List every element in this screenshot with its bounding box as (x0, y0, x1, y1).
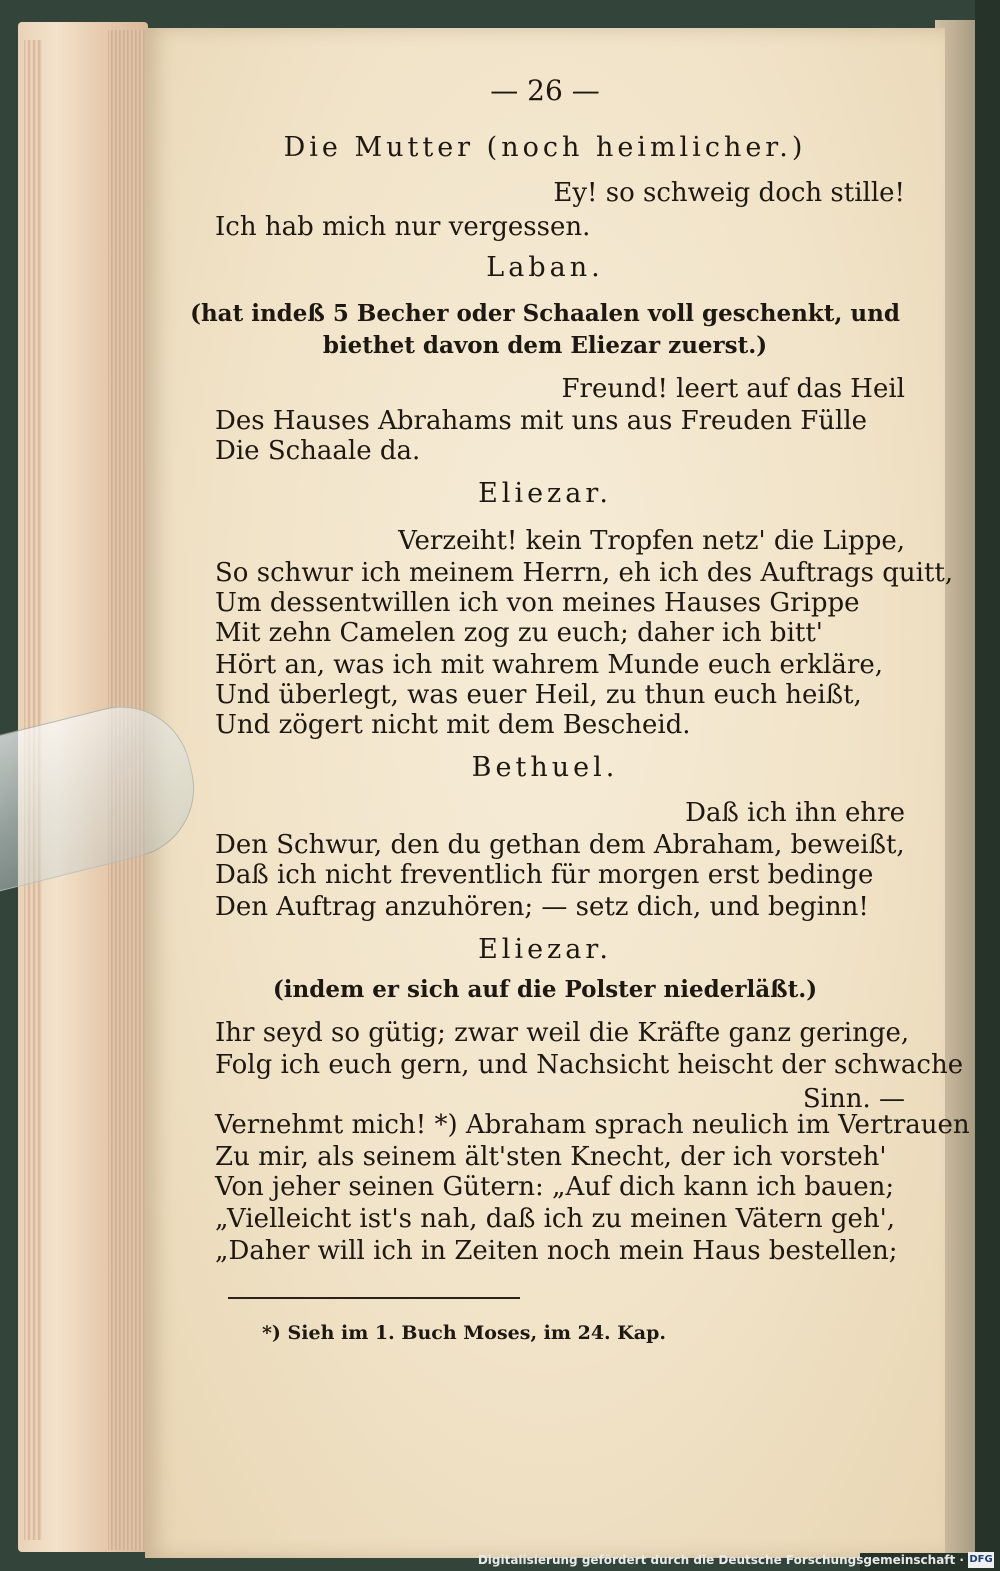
verse-line: Von jeher seinen Gütern: „Auf dich kann ich bauen; (215, 1172, 895, 1202)
speaker-name: Laban. (486, 252, 604, 283)
dfg-logo: DFG (968, 1552, 994, 1568)
speaker-name: Eliezar. (478, 934, 612, 965)
verse-line: „Daher will ich in Zeiten noch mein Haus bestellen; (215, 1236, 898, 1266)
footnote-rule (228, 1297, 520, 1299)
verse-line: Folg ich euch gern, und Nachsicht heischt der schwache (215, 1050, 964, 1080)
verse-line: Des Hauses Abrahams mit uns aus Freuden Fülle (215, 406, 868, 436)
verse-line: Und überlegt, was euer Heil, zu thun euch heißt, (215, 680, 862, 710)
verse-line: Ich hab mich nur vergessen. (215, 212, 591, 242)
verse-line: „Vielleicht ist's nah, daß ich zu meinen Vätern geh', (215, 1204, 896, 1234)
stage-direction: (hat indeß 5 Becher oder Schaalen voll geschenkt, und (190, 300, 900, 327)
verse-line: Verzeiht! kein Tropfen netz' die Lippe, (398, 526, 905, 556)
verse-line: Sinn. — (802, 1084, 905, 1114)
verse-line: Vernehmt mich! *) Abraham sprach neulich im Vertrauen (215, 1110, 970, 1140)
verse-line: Ey! so schweig doch stille! (553, 178, 905, 208)
verse-line: Freund! leert auf das Heil (561, 374, 905, 404)
verse-line: Daß ich ihn ehre (685, 798, 905, 828)
verse-line: Den Schwur, den du gethan dem Abraham, beweißt, (215, 830, 905, 860)
verse-line: Daß ich nicht freventlich für morgen erst bedinge (215, 860, 874, 890)
verse-line: So schwur ich meinem Herrn, eh ich des Auftrags quitt, (215, 558, 954, 588)
page-number: — 26 — (490, 74, 600, 107)
verse-line: Ihr seyd so gütig; zwar weil die Kräfte ganz geringe, (215, 1018, 910, 1048)
verse-line: Mit zehn Camelen zog zu euch; daher ich bitt' (215, 618, 823, 648)
speaker-name: Eliezar. (478, 478, 612, 509)
speaker-name: Die Mutter (noch heimlicher.) (283, 132, 807, 163)
verse-line: Um dessentwillen ich von meines Hauses Grippe (215, 588, 860, 618)
speaker-name: Bethuel. (471, 752, 619, 783)
stage-direction: biethet davon dem Eliezar zuerst.) (322, 332, 768, 359)
verse-line: Zu mir, als seinem ält'sten Knecht, der ich vorsteh' (215, 1142, 887, 1172)
verse-line: Hört an, was ich mit wahrem Munde euch erkläre, (215, 650, 883, 680)
digitization-credit: Digitalisierung gefördert durch die Deutsche Forschungsgemeinschaft · (477, 1553, 964, 1567)
stage-direction: (indem er sich auf die Polster niederläßt.) (272, 976, 818, 1003)
verse-line: Und zögert nicht mit dem Bescheid. (215, 710, 691, 740)
verse-line: Den Auftrag anzuhören; — setz dich, und beginn! (215, 892, 869, 922)
right-shadow (975, 0, 1000, 1571)
verse-line: Die Schaale da. (215, 436, 421, 466)
footnote: *) Sieh im 1. Buch Moses, im 24. Kap. (262, 1322, 667, 1344)
